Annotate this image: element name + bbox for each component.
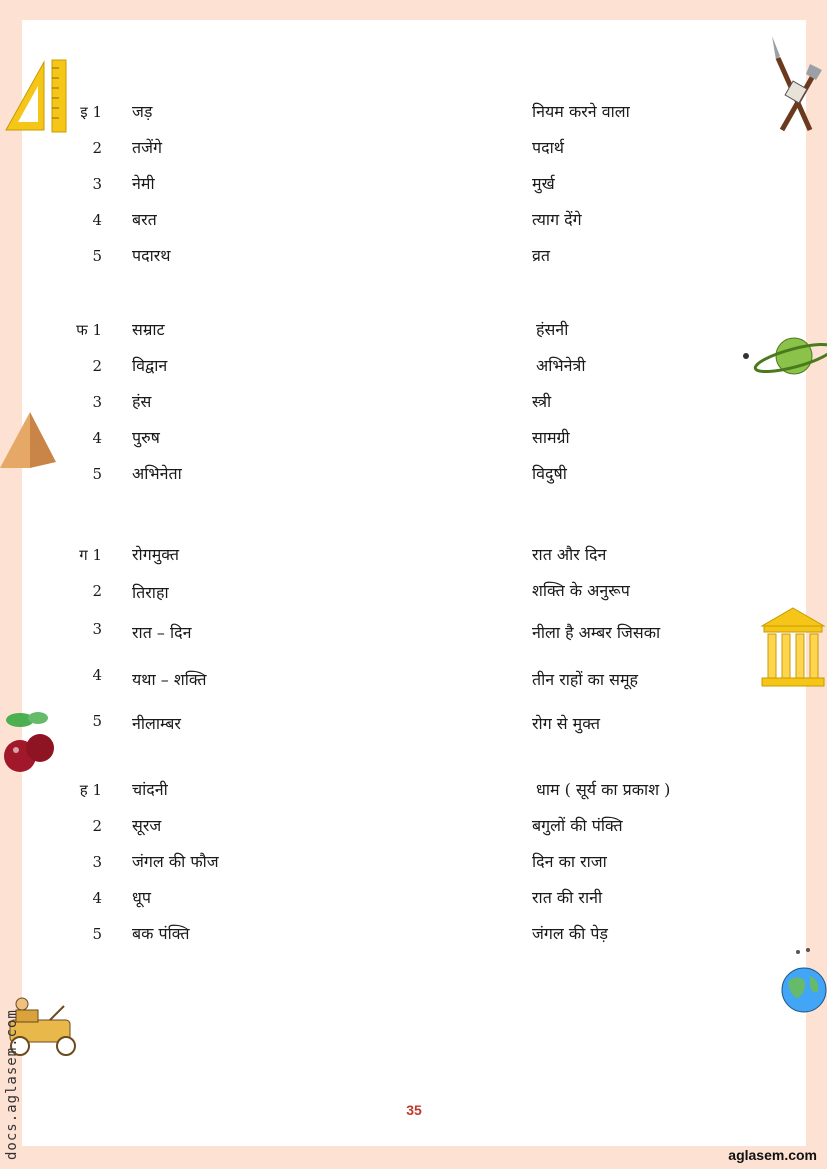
- row-number: इ 1: [80, 103, 102, 121]
- temple-icon: [760, 606, 827, 688]
- match-row: [22, 99, 806, 125]
- match-row: [22, 777, 806, 803]
- row-number: 5: [92, 247, 102, 265]
- planet-icon: [742, 330, 827, 380]
- row-number: ह 1: [79, 781, 102, 799]
- right-term: पदार्थ: [532, 138, 564, 157]
- right-term: नीला है अम्बर जिसका: [532, 623, 661, 642]
- right-term: त्याग देंगे: [532, 210, 582, 229]
- page-number: 35: [406, 1102, 422, 1118]
- left-term: बरत: [132, 210, 157, 229]
- left-term: अभिनेता: [132, 464, 182, 483]
- right-term: रोग से मुक्त: [532, 714, 600, 733]
- tools-icon: [766, 34, 826, 134]
- match-row: [22, 425, 806, 451]
- left-term: रोगमुक्त: [132, 545, 179, 564]
- watermark: docs.aglasem.com: [4, 1009, 20, 1160]
- brand-link[interactable]: aglasem.com: [728, 1147, 817, 1163]
- row-number: 3: [92, 393, 102, 411]
- left-term: सूरज: [132, 816, 162, 835]
- left-term: धूप: [132, 888, 151, 907]
- right-term: हंसनी: [536, 320, 569, 339]
- right-term: जंगल की पेड़: [532, 924, 608, 943]
- left-term: नीलाम्बर: [132, 714, 181, 733]
- row-number: ग 1: [79, 546, 102, 564]
- right-term: तीन राहों का समूह: [532, 670, 639, 689]
- match-row: [22, 207, 806, 233]
- right-term: विदुषी: [532, 464, 567, 483]
- right-term: धाम ( सूर्य का प्रकाश ): [536, 780, 671, 799]
- right-term: सामग्री: [532, 428, 570, 447]
- right-term: शक्ति के अनुरूप: [532, 581, 630, 600]
- document-page: [22, 20, 806, 1146]
- left-term: तिराहा: [132, 583, 169, 602]
- match-row: [22, 708, 806, 734]
- match-row: [22, 885, 806, 911]
- left-term: चांदनी: [132, 780, 168, 799]
- match-row: [22, 921, 806, 947]
- match-row: [22, 578, 806, 604]
- match-row: [22, 135, 806, 161]
- right-term: बगुलों की पंक्ति: [532, 816, 623, 835]
- match-row: [22, 389, 806, 415]
- left-term: बक पंक्ति: [132, 924, 190, 943]
- left-term: विद्वान: [132, 356, 168, 375]
- right-term: मुर्ख: [532, 174, 555, 193]
- left-term: जंगल की फौज: [132, 852, 219, 871]
- row-number: 4: [92, 666, 102, 684]
- right-term: रात की रानी: [532, 888, 603, 907]
- left-term: रात – दिन: [132, 623, 192, 642]
- left-term: तजेंगे: [132, 138, 163, 157]
- right-term: स्त्री: [532, 392, 552, 411]
- match-row: [22, 353, 806, 379]
- row-number: 4: [92, 211, 102, 229]
- row-number: 5: [92, 712, 102, 730]
- match-row: [22, 317, 806, 343]
- match-row: [22, 849, 806, 875]
- row-number: 3: [92, 620, 102, 638]
- ruler-icon: [4, 58, 70, 134]
- left-term: पदारथ: [132, 246, 171, 265]
- row-number: 5: [92, 925, 102, 943]
- left-term: हंस: [132, 392, 152, 411]
- row-number: 2: [92, 817, 102, 835]
- right-term: अभिनेत्री: [536, 356, 586, 375]
- row-number: 2: [92, 357, 102, 375]
- match-row: [22, 461, 806, 487]
- globe-icon: [778, 946, 827, 1020]
- row-number: 4: [92, 889, 102, 907]
- right-term: नियम करने वाला: [532, 102, 630, 121]
- match-row: [22, 243, 806, 269]
- left-term: नेमी: [132, 174, 155, 193]
- right-term: रात और दिन: [532, 545, 607, 564]
- left-term: यथा – शक्ति: [132, 670, 207, 689]
- row-number: 2: [92, 139, 102, 157]
- left-term: सम्राट: [132, 320, 165, 339]
- match-row: [22, 813, 806, 839]
- match-row: [22, 662, 806, 688]
- right-term: व्रत: [532, 246, 551, 265]
- row-number: 4: [92, 429, 102, 447]
- row-number: फ 1: [76, 321, 102, 339]
- berries-icon: [0, 706, 58, 778]
- row-number: 3: [92, 853, 102, 871]
- right-term: दिन का राजा: [532, 852, 607, 871]
- match-row: [22, 616, 806, 642]
- row-number: 3: [92, 175, 102, 193]
- row-number: 2: [92, 582, 102, 600]
- match-row: [22, 171, 806, 197]
- match-row: [22, 542, 806, 568]
- left-term: पुरुष: [132, 428, 160, 447]
- pyramid-icon: [0, 410, 58, 470]
- left-term: जड़: [132, 102, 153, 121]
- row-number: 5: [92, 465, 102, 483]
